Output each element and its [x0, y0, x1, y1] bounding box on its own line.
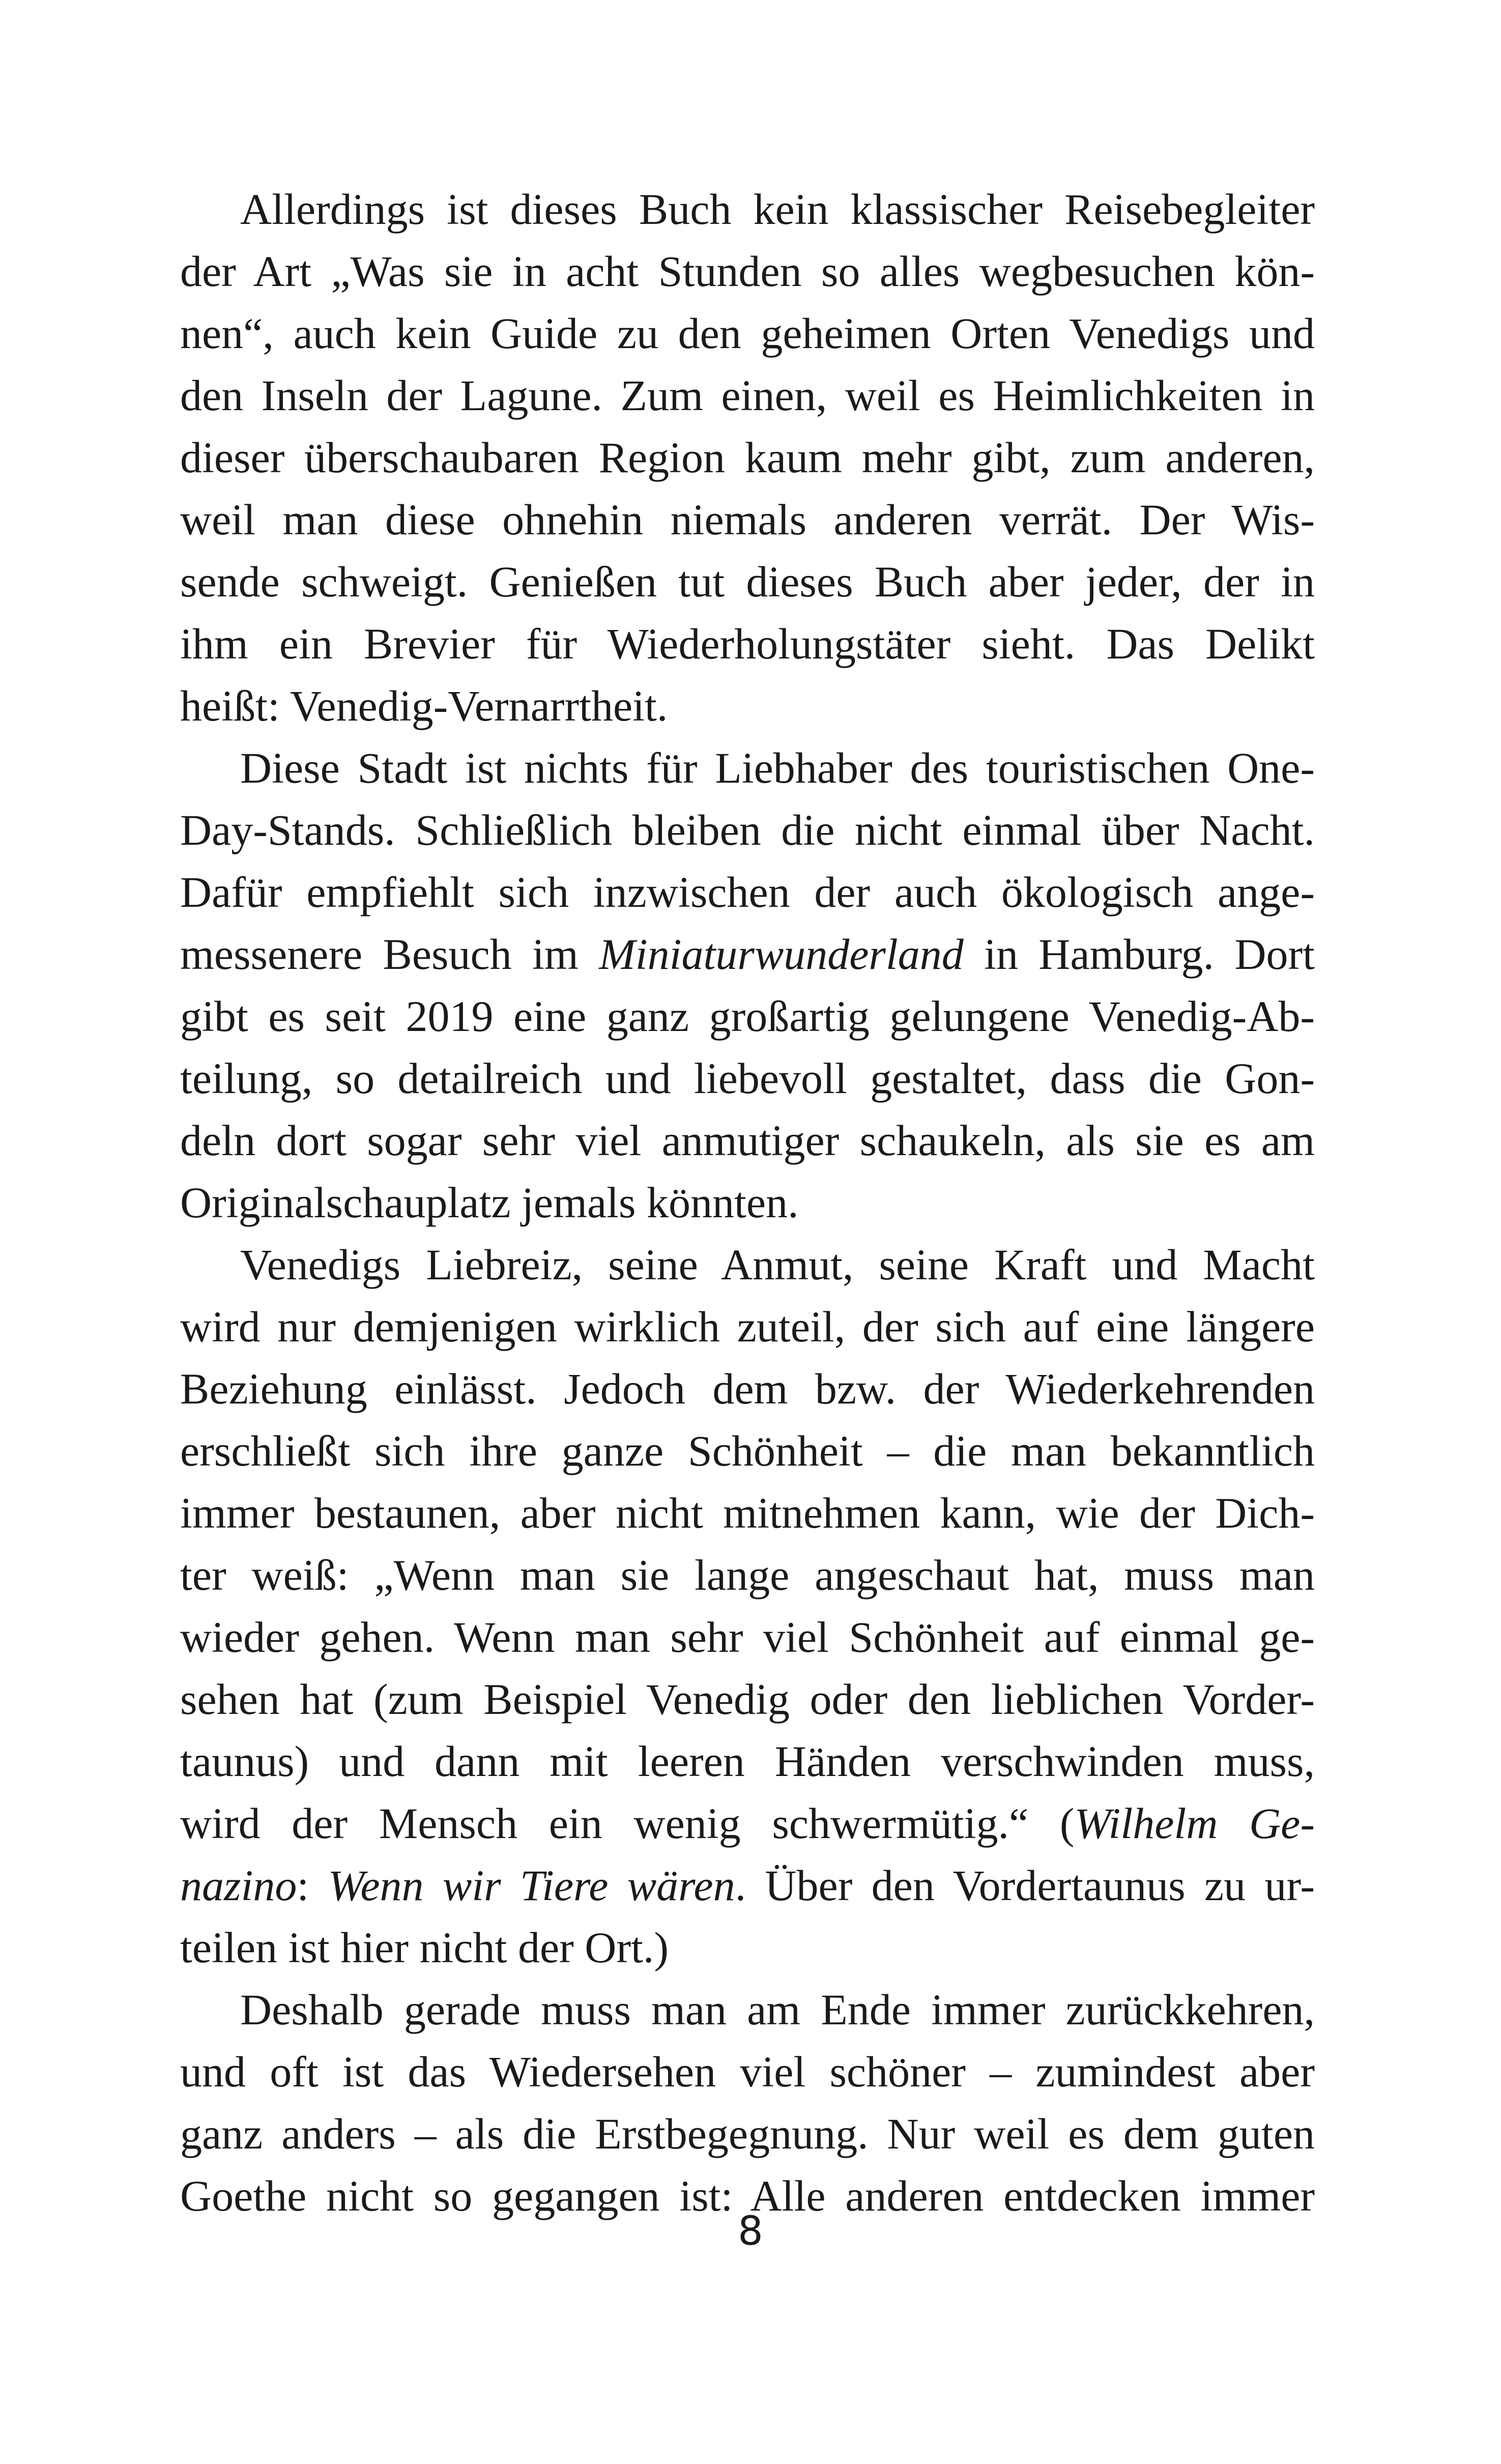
text-segment: nen“, auch kein Guide zu den geheimen Orten Venedigs und	[180, 309, 1315, 358]
text-line	[180, 178, 1315, 240]
text-segment: Dafür empfiehlt sich inzwischen der auch ökologisch ange-	[180, 868, 1315, 916]
text-line	[180, 364, 1315, 426]
text-segment: Diese Stadt ist nichts für Liebhaber des touristischen One-	[240, 743, 1315, 792]
text-line	[180, 1979, 1315, 2041]
italic-text: Miniaturwunderland	[599, 930, 964, 979]
text-segment: sende schweigt. Genießen tut dieses Buch aber jeder, der in	[180, 557, 1315, 606]
text-segment: erschließt sich ihre ganze Schönheit – die man bekanntlich	[180, 1426, 1315, 1475]
text-segment: Deshalb gerade muss man am Ende immer zurückkehren,	[240, 1985, 1315, 2034]
text-segment: ter weiß: „Wenn man sie lange angeschaut hat, muss man	[180, 1551, 1315, 1599]
text-line	[180, 1854, 1315, 1916]
text-line	[180, 1730, 1315, 1792]
text-segment: taunus) und dann mit leeren Händen verschwinden muss,	[180, 1737, 1315, 1786]
text-line	[180, 1420, 1315, 1482]
text-segment: den Inseln der Lagune. Zum einen, weil es Heimlichkeiten in	[180, 371, 1315, 420]
page-number: 8	[738, 2209, 763, 2254]
text-line	[180, 2103, 1315, 2165]
text-segment: teilen ist hier nicht der Ort.)	[180, 1923, 669, 1972]
italic-text: nazino	[180, 1861, 297, 1910]
italic-text: Wenn wir Tiere wären	[328, 1861, 735, 1910]
text-segment: der Art „Was sie in acht Stunden so alles wegbesuchen kön-	[180, 247, 1315, 296]
text-line	[180, 1482, 1315, 1544]
text-segment: und oft ist das Wiedersehen viel schöner – zumindest aber	[180, 2047, 1315, 2096]
text-line	[180, 1109, 1315, 1171]
text-segment: deln dort sogar sehr viel anmutiger schaukeln, als sie es am	[180, 1116, 1315, 1165]
italic-text: Wilhelm Ge-	[1074, 1799, 1315, 1848]
paragraph	[180, 178, 1315, 737]
text-line	[180, 302, 1315, 364]
text-segment: heißt: Venedig-Vernarrtheit.	[180, 681, 668, 730]
text-segment: dieser überschaubaren Region kaum mehr gibt, zum anderen,	[180, 433, 1315, 482]
text-segment: messenere Besuch im	[180, 930, 599, 979]
text-line	[180, 799, 1315, 861]
text-segment: Allerdings ist dieses Buch kein klassischer Reisebegleiter	[240, 185, 1315, 234]
text-line	[180, 861, 1315, 923]
text-segment: Originalschauplatz jemals könnten.	[180, 1178, 799, 1227]
text-segment: weil man diese ohnehin niemals anderen verrät. Der Wis-	[180, 495, 1315, 544]
text-line	[180, 426, 1315, 489]
text-line	[180, 1358, 1315, 1420]
text-line	[180, 1234, 1315, 1296]
text-segment: ihm ein Brevier für Wiederholungstäter sieht. Das Delikt	[180, 619, 1315, 668]
text-segment: Day-Stands. Schließlich bleiben die nicht einmal über Nacht.	[180, 806, 1315, 854]
text-line	[180, 675, 1315, 737]
text-segment: Goethe nicht so gegangen ist: Alle anderen entdecken immer	[180, 2171, 1315, 2220]
book-page-text	[180, 178, 1315, 2227]
text-line	[180, 1606, 1315, 1668]
text-line	[180, 2041, 1315, 2103]
text-line	[180, 985, 1315, 1047]
text-line	[180, 1544, 1315, 1606]
paragraph	[180, 1234, 1315, 1979]
text-line	[180, 737, 1315, 799]
text-segment: ganz anders – als die Erstbegegnung. Nur weil es dem guten	[180, 2109, 1315, 2158]
text-line	[180, 489, 1315, 551]
text-line	[180, 240, 1315, 302]
text-segment: in Hamburg. Dort	[963, 930, 1315, 979]
text-line	[180, 1792, 1315, 1854]
text-segment: :	[297, 1861, 328, 1910]
text-line	[180, 1171, 1315, 1234]
text-line	[180, 1668, 1315, 1730]
text-segment: gibt es seit 2019 eine ganz großartig gelungene Venedig-Ab-	[180, 992, 1315, 1041]
text-segment: sehen hat (zum Beispiel Venedig oder den lieblichen Vorder-	[180, 1675, 1315, 1724]
text-line	[180, 613, 1315, 675]
text-segment: immer bestaunen, aber nicht mitnehmen kann, wie der Dich-	[180, 1488, 1315, 1537]
text-segment: Venedigs Liebreiz, seine Anmut, seine Kraft und Macht	[240, 1240, 1315, 1289]
text-line	[180, 923, 1315, 985]
text-line	[180, 1296, 1315, 1358]
paragraph	[180, 737, 1315, 1234]
text-segment: Beziehung einlässt. Jedoch dem bzw. der Wiederkehrenden	[180, 1364, 1315, 1413]
text-segment: wird nur demjenigen wirklich zuteil, der sich auf eine längere	[180, 1302, 1315, 1351]
text-segment: . Über den Vordertaunus zu ur-	[735, 1861, 1315, 1910]
paragraph	[180, 1979, 1315, 2227]
text-line	[180, 551, 1315, 613]
text-line	[180, 1047, 1315, 1109]
text-line	[180, 1916, 1315, 1979]
text-segment: wird der Mensch ein wenig schwermütig.“ (	[180, 1799, 1075, 1848]
text-segment: wieder gehen. Wenn man sehr viel Schönheit auf einmal ge-	[180, 1613, 1315, 1661]
text-segment: teilung, so detailreich und liebevoll gestaltet, dass die Gon-	[180, 1054, 1315, 1103]
